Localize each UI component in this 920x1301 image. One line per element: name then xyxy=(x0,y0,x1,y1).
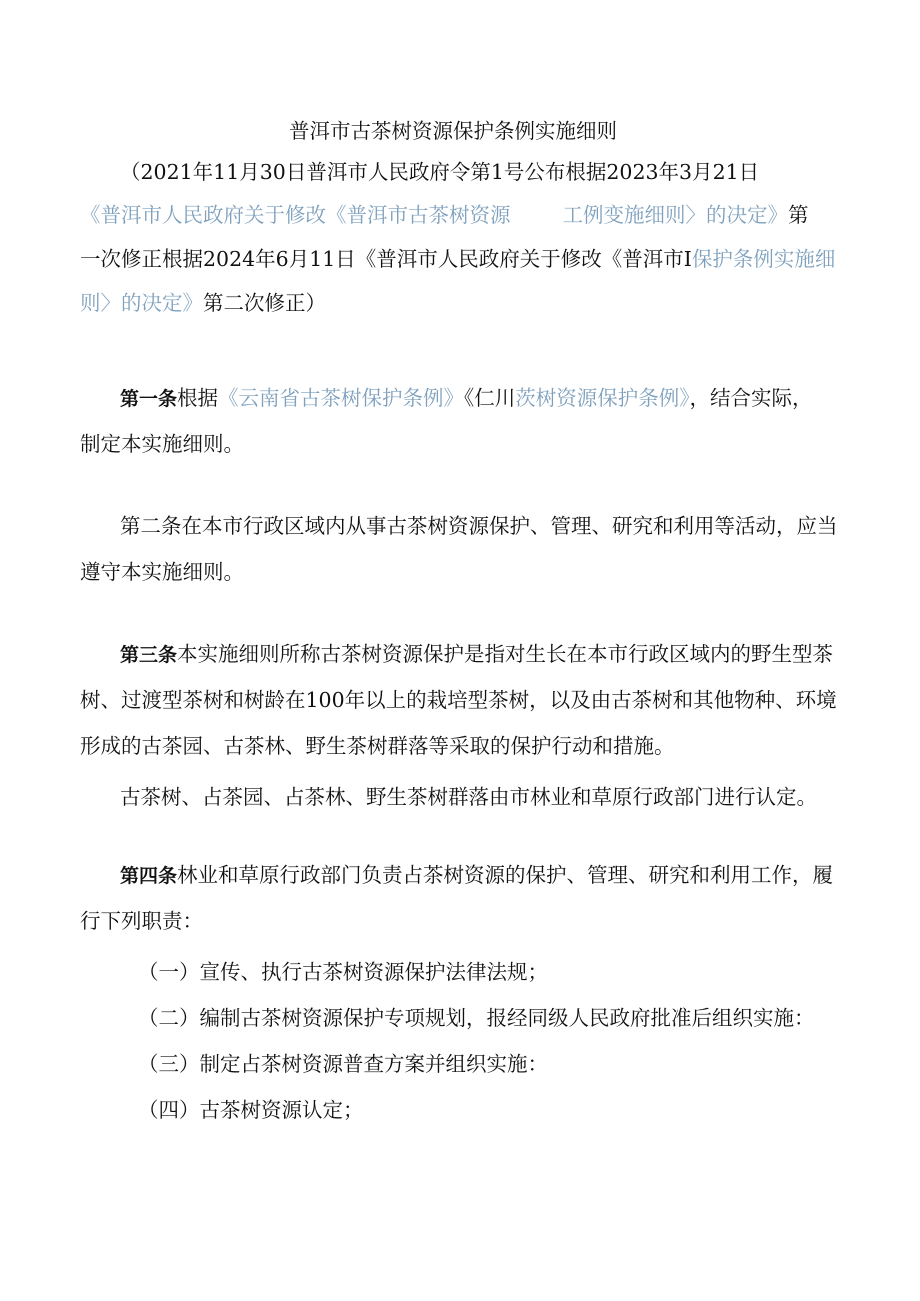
article-1-line-1 xyxy=(120,384,813,413)
amendment-link-4[interactable]: 则〉的决定》 xyxy=(80,291,203,315)
article-4-line-2: 行下列职责： xyxy=(80,909,203,933)
article-3-line-2: 树、过渡型茶树和树龄在100年以上的栽培型茶树，以及由古茶树和其他物种、环境 xyxy=(80,688,837,712)
article-2-line-2: 遵守本实施细则。 xyxy=(80,560,244,584)
history-text: 第二次修正） xyxy=(203,291,326,315)
article-3-label: 第三条 xyxy=(120,644,178,666)
regulation-link-1[interactable]: 《云南省古茶树保护条例》 xyxy=(218,386,465,410)
article-text: ，结合实际， xyxy=(689,386,813,410)
article-1-line-2: 制定本实施细则。 xyxy=(80,432,244,456)
history-note-line-4 xyxy=(80,289,326,317)
article-3-line-1 xyxy=(120,640,833,669)
article-4-line-1 xyxy=(120,861,833,890)
history-text: 第 xyxy=(788,203,809,227)
amendment-link-3[interactable]: 保护条例实施细 xyxy=(691,247,836,271)
article-3-paragraph-2: 古茶树、占茶园、占茶林、野生茶树群落由市林业和草原行政部门进行认定。 xyxy=(120,785,817,809)
article-text: 本实施细则所称古茶树资源保护是指对生长在本市行政区域内的野生型茶 xyxy=(177,642,834,666)
article-2-line-1: 第二条在本市行政区域内从事古茶树资源保护、管理、研究和利用等活动，应当 xyxy=(120,514,838,538)
document-title: 普洱市古茶树资源保护条例实施细则 xyxy=(289,119,617,143)
history-note-line-1: （2021年11月30日普洱市人民政府令第1号公布根据2023年3月21日 xyxy=(120,160,760,184)
article-text: 林业和草原行政部门负责占茶树资源的保护、管理、研究和利用工作，履 xyxy=(177,863,834,887)
article-1-label: 第一条 xyxy=(120,388,178,410)
history-note-line-3 xyxy=(80,245,835,273)
article-4-item-3: （三）制定占茶树资源普查方案并组织实施： xyxy=(138,1052,548,1076)
article-4-item-1: （一）宣传、执行古茶树资源保护法律法规； xyxy=(138,960,548,984)
article-3-line-3: 形成的古茶园、古茶林、野生茶树群落等采取的保护行动和措施。 xyxy=(80,734,675,758)
article-4-item-4: （四）古茶树资源认定； xyxy=(138,1098,364,1122)
article-4-item-2: （二）编制古茶树资源保护专项规划，报经同级人民政府批准后组织实施： xyxy=(138,1006,815,1030)
article-text: 《仁川 xyxy=(464,386,516,410)
history-text: 一次修正根据2024年6月11日《普洱市人民政府关于修改《普洱市I xyxy=(80,247,692,271)
amendment-link-2[interactable]: 工例变施细则〉的决定》 xyxy=(562,203,788,227)
history-note-line-2 xyxy=(80,201,809,229)
amendment-link-1[interactable]: 《普洱市人民政府关于修改《普洱市古茶树资源 xyxy=(80,203,511,227)
regulation-link-2[interactable]: 茨树资源保护条例》 xyxy=(515,386,690,410)
article-4-label: 第四条 xyxy=(120,865,178,887)
article-text: 根据 xyxy=(177,386,219,410)
